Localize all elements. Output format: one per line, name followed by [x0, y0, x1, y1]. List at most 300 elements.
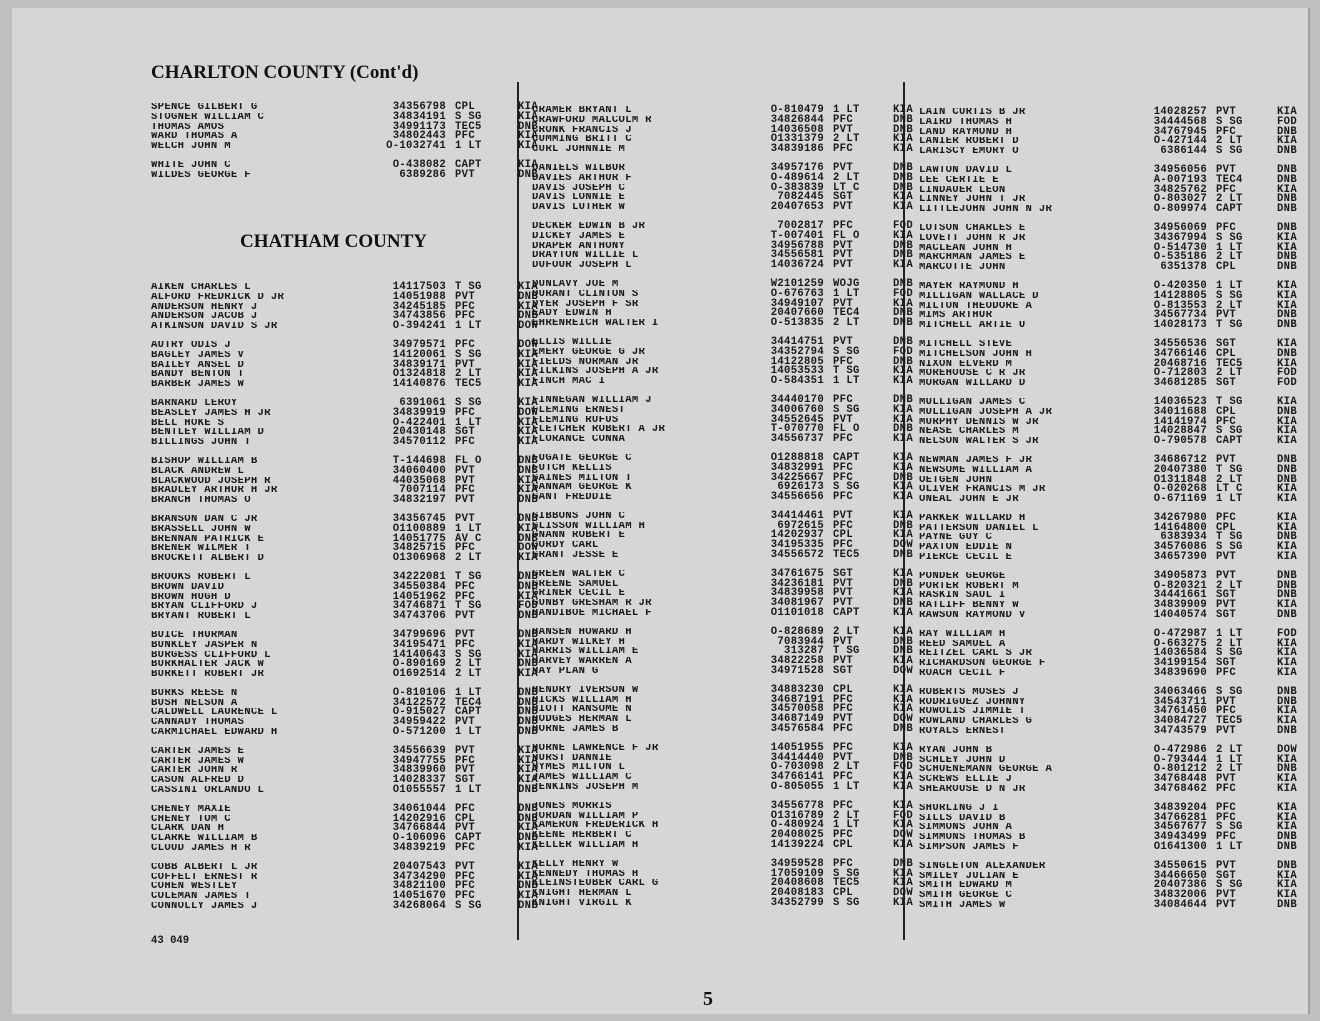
serial-number: 34550384	[392, 580, 446, 593]
status: DNB	[1277, 763, 1297, 776]
serial-number: 34556778	[770, 799, 824, 812]
status: KIA	[1277, 231, 1297, 244]
status: KIA	[518, 140, 538, 153]
serial-number: 34761675	[770, 567, 824, 580]
rank: TEC5	[833, 549, 860, 562]
serial-number: 34367994	[1153, 231, 1207, 244]
status: DOW	[518, 338, 538, 351]
roster-row	[532, 287, 913, 300]
roster-row	[151, 283, 538, 293]
rank: S SG	[1216, 115, 1243, 128]
roster-row	[532, 693, 913, 706]
soldier-name: FINNEGAN WILLIAM J	[532, 395, 652, 406]
rank: 2 LT	[455, 668, 482, 681]
soldier-name: ELLIS WILLIE	[532, 337, 612, 348]
roster-row	[532, 519, 913, 532]
status: KIA	[893, 896, 913, 909]
soldier-name: DAVIS LUTHER W	[532, 203, 626, 213]
status: DNB	[1277, 609, 1297, 622]
roster-group	[532, 857, 913, 909]
status: KIA	[518, 890, 538, 903]
serial-number: 34802443	[392, 130, 446, 143]
rank: TEC5	[1216, 357, 1243, 370]
status: KIA	[1277, 395, 1297, 408]
rank: TEC4	[1216, 173, 1243, 186]
roster-row	[532, 625, 913, 638]
soldier-name: SPENCE GILBERT G	[151, 103, 258, 113]
soldier-name: GORDY CARL	[532, 541, 599, 552]
serial-number: O-810479	[770, 104, 824, 116]
soldier-name: CASON ALFRED D	[151, 776, 245, 787]
status: KIA	[518, 754, 538, 767]
rank: 1 LT	[833, 781, 860, 794]
serial-number: 20407386	[1153, 879, 1207, 892]
rank: S SG	[1216, 145, 1243, 158]
soldier-name: MITCHELL STEVE	[919, 339, 1013, 350]
roster-row	[532, 841, 913, 851]
roster-group	[919, 511, 1297, 564]
serial-number: 14036584	[1153, 647, 1207, 660]
rank: PFC	[833, 219, 853, 232]
serial-number: 34839958	[770, 587, 824, 600]
roster-group	[151, 396, 538, 449]
roster-group	[151, 103, 538, 152]
roster-row	[532, 483, 913, 493]
serial-number: 34556572	[770, 549, 824, 562]
roster-row	[151, 454, 538, 467]
serial-number: 34799696	[392, 628, 446, 641]
rank: T SG	[1216, 319, 1243, 332]
status: KIA	[1277, 279, 1297, 292]
status: DNB	[518, 494, 538, 507]
status: KIA	[893, 375, 913, 388]
rank: CPL	[1216, 347, 1236, 360]
soldier-name: GLISSON WILLIAM H	[532, 521, 646, 532]
status: KIA	[893, 741, 913, 754]
soldier-name: ROACH CECIL F	[919, 669, 1006, 679]
serial-number: 34195471	[392, 638, 446, 651]
status: DNB	[518, 464, 538, 477]
roster-row	[919, 369, 1297, 379]
serial-number: 34567734	[1153, 309, 1207, 322]
soldier-name: SMITH JAMES W	[919, 900, 1006, 911]
roster-group	[151, 860, 538, 913]
serial-number: 6351378	[1160, 261, 1207, 274]
serial-number: 34556656	[770, 491, 824, 504]
serial-number: 34122572	[392, 696, 446, 709]
soldier-name: NIXON ELVERD M	[919, 359, 1013, 370]
roster-row	[532, 135, 913, 145]
soldier-name: BUSH NELSON A	[151, 698, 238, 709]
rank: PVT	[833, 161, 853, 174]
roster-row	[532, 705, 913, 715]
rank: PFC	[455, 638, 475, 651]
roster-row	[151, 474, 538, 487]
rank: S SG	[833, 345, 860, 358]
rank: 1 LT	[833, 819, 860, 832]
status: KIA	[893, 259, 913, 272]
serial-number: 7083944	[777, 635, 824, 648]
status: DNB	[518, 310, 538, 323]
serial-number: 7082445	[777, 191, 824, 204]
rank: PVT	[1216, 309, 1236, 322]
serial-number: 34414461	[770, 509, 824, 522]
serial-number: 34686712	[1153, 453, 1207, 466]
status: KIA	[518, 300, 538, 313]
status: KIA	[893, 365, 913, 378]
rank: PFC	[833, 355, 853, 368]
status: KIA	[893, 461, 913, 474]
rank: TEC4	[833, 307, 860, 320]
serial-number: O-810106	[392, 686, 446, 699]
roster-row	[919, 437, 1297, 447]
rank: SGT	[1216, 869, 1236, 882]
roster-row	[919, 881, 1297, 891]
status: KIA	[518, 870, 538, 883]
soldier-name: DECKER EDWIN B JR	[532, 221, 646, 232]
serial-number: T-007401	[770, 229, 824, 242]
roster-row	[532, 461, 913, 474]
serial-number: 34834191	[392, 110, 446, 123]
soldier-name: MITCHELL ARTIE U	[919, 321, 1026, 331]
roster-row	[151, 612, 538, 622]
serial-number: 14051962	[392, 590, 446, 603]
soldier-name: BRYAN CLIFFORD J	[151, 602, 258, 613]
rank: SGT	[455, 426, 475, 439]
roster-row	[151, 834, 538, 844]
rank: T SG	[455, 281, 482, 293]
roster-row	[151, 486, 538, 496]
serial-number: 44035068	[392, 474, 446, 487]
status: KIA	[518, 842, 538, 855]
status: KIA	[518, 368, 538, 381]
roster-row	[919, 511, 1297, 524]
roster-row	[919, 395, 1297, 408]
status: DNB	[518, 454, 538, 467]
serial-number: T-144698	[392, 454, 446, 467]
serial-number: O-420350	[1153, 279, 1207, 292]
soldier-name: PONDER GEORGE	[919, 571, 1006, 582]
serial-number: 34956069	[1153, 221, 1207, 234]
serial-number: 34956788	[770, 239, 824, 252]
roster-row	[532, 741, 913, 754]
serial-number: 14202937	[770, 529, 824, 542]
status: DNB	[518, 880, 538, 893]
soldier-name: BEASLEY JAMES H JR	[151, 408, 271, 419]
status: KIA	[1277, 879, 1297, 892]
serial-number: T-070770	[770, 423, 824, 436]
soldier-name: ALFORD FREDRICK D JR	[151, 292, 285, 303]
rank: PVT	[833, 297, 853, 310]
roster-row	[151, 812, 538, 825]
soldier-name: CARTER JAMES W	[151, 756, 245, 767]
rank: PFC	[1216, 801, 1236, 814]
soldier-name: MULLIGAN JOSEPH A JR	[919, 407, 1053, 418]
rank: PFC	[833, 143, 853, 156]
serial-number: 20408608	[770, 877, 824, 890]
soldier-name: PORTER ROBERT M	[919, 581, 1019, 592]
soldier-name: BAGLEY JAMES V	[151, 350, 245, 361]
serial-number: 14051670	[392, 890, 446, 903]
roster-row	[532, 879, 913, 889]
rank: TEC5	[1216, 715, 1243, 728]
serial-number: 34356745	[392, 512, 446, 525]
status: FOD	[893, 345, 913, 358]
serial-number: 34687149	[770, 713, 824, 726]
soldier-name: CUMMING BRITT C	[532, 135, 632, 146]
soldier-name: DUNLAVY JOE M	[532, 279, 619, 290]
roster-row	[151, 902, 538, 912]
status: DNB	[893, 577, 913, 590]
roster-row	[532, 261, 913, 271]
roster-row	[532, 509, 913, 522]
roster-row	[151, 322, 538, 332]
serial-number: 34556639	[392, 744, 446, 757]
soldier-name: PIERCE CECIL E	[919, 553, 1013, 563]
serial-number: O1055557	[392, 784, 446, 797]
status: KIA	[893, 867, 913, 880]
rank: CAPT	[833, 607, 860, 620]
status: DNB	[893, 355, 913, 368]
roster-group	[532, 567, 913, 620]
serial-number: O-472987	[1153, 627, 1207, 640]
serial-number: 20408183	[770, 887, 824, 900]
roster-group	[532, 393, 913, 446]
roster-row	[151, 628, 538, 641]
rank: PVT	[455, 494, 475, 507]
roster-row	[532, 567, 913, 580]
status: DNB	[893, 335, 913, 348]
status: DNB	[893, 393, 913, 406]
soldier-name: CARTER JOHN R	[151, 766, 238, 777]
roster-group	[532, 683, 913, 736]
rank: PFC	[833, 519, 853, 532]
serial-number: 34352794	[770, 345, 824, 358]
status: DNB	[1277, 173, 1297, 186]
rank: CPL	[1216, 521, 1236, 534]
roster-row	[919, 649, 1297, 659]
rank: S SG	[1216, 685, 1243, 698]
status: DNB	[1277, 898, 1297, 911]
roster-row	[532, 683, 913, 696]
status: DNB	[1277, 319, 1297, 332]
rank: 2 LT	[1216, 251, 1243, 264]
serial-number: 34839186	[770, 143, 824, 156]
roster-row	[919, 147, 1297, 157]
rank: PVT	[455, 464, 475, 477]
rank: WOJG	[833, 277, 860, 290]
roster-row	[151, 158, 538, 171]
soldier-name: BURKETT ROBERT JR	[151, 670, 265, 680]
roster-row	[151, 744, 538, 757]
status: KIA	[893, 587, 913, 600]
soldier-name: BROWN HUGH D	[151, 592, 231, 603]
soldier-name: PAYNE GUY C	[919, 533, 993, 544]
rank: CPL	[833, 887, 853, 900]
roster-group	[532, 161, 913, 214]
roster-row	[919, 823, 1297, 833]
status: FOD	[1277, 115, 1297, 128]
rank: T SG	[1216, 531, 1243, 544]
rank: PVT	[833, 597, 853, 610]
serial-number: 20407653	[770, 201, 824, 214]
soldier-name: DYER JOSEPH F SR	[532, 299, 639, 310]
soldier-name: GREENE SAMUEL	[532, 579, 619, 590]
rank: CPL	[455, 101, 475, 113]
serial-number: 34084644	[1153, 898, 1207, 911]
status: DOW	[893, 887, 913, 900]
soldier-name: BRANSON DAN C JR	[151, 514, 258, 525]
soldier-name: BUICE THURMAN	[151, 630, 238, 641]
rank: 1 LT	[1216, 753, 1243, 766]
roster-row	[151, 428, 538, 438]
status: DNB	[1277, 579, 1297, 592]
rank: PFC	[455, 842, 475, 855]
status: KIA	[518, 774, 538, 787]
roster-row	[532, 435, 913, 445]
serial-number: 34839960	[392, 764, 446, 777]
status: DNB	[1277, 841, 1297, 853]
serial-number: O1316789	[770, 809, 824, 822]
soldier-name: CURL JOHNNIE M	[532, 145, 626, 155]
rank: S SG	[833, 403, 860, 416]
roster-row	[151, 396, 538, 409]
serial-number: 34768462	[1153, 783, 1207, 796]
roster-row	[919, 785, 1297, 795]
rank: CPL	[833, 839, 853, 851]
serial-number: 20407660	[770, 307, 824, 320]
status: KIA	[518, 648, 538, 661]
roster-row	[532, 821, 913, 831]
status: DNB	[518, 628, 538, 641]
status: DNB	[1277, 859, 1297, 872]
serial-number: O-106096	[392, 832, 446, 845]
status: DOW	[1277, 743, 1297, 756]
soldier-name: CHENEY TOM C	[151, 814, 231, 825]
rank: PFC	[833, 723, 853, 736]
status: DNB	[1277, 145, 1297, 158]
serial-number: O-671169	[1153, 493, 1207, 506]
rank: PFC	[455, 580, 475, 593]
roster-row	[151, 860, 538, 873]
roster-group	[919, 108, 1297, 157]
status: KIA	[518, 668, 538, 681]
rank: T SG	[455, 600, 482, 613]
roster-group	[532, 106, 913, 155]
status: DNB	[893, 519, 913, 532]
serial-number: O-663275	[1153, 637, 1207, 650]
serial-number: 14202916	[392, 812, 446, 825]
roster-row	[151, 464, 538, 477]
rank: PFC	[833, 471, 853, 484]
status: KIA	[893, 625, 913, 638]
soldier-name: KNIGHT HERMAN L	[532, 889, 632, 899]
serial-number: 6386144	[1160, 145, 1207, 158]
roster-row	[532, 203, 913, 213]
serial-number: 34268064	[392, 900, 446, 913]
serial-number: O-820321	[1153, 579, 1207, 592]
roster-row	[532, 251, 913, 261]
roster-row	[919, 173, 1297, 186]
serial-number: 34236181	[770, 577, 824, 590]
roster-row	[151, 290, 538, 303]
soldier-name: CLARK DAN H	[151, 824, 225, 835]
status: KIA	[1277, 435, 1297, 448]
status: KIA	[1277, 637, 1297, 650]
rank: PVT	[455, 628, 475, 641]
soldier-name: ROWOLIS JIMMIE T	[919, 707, 1026, 718]
status: DNB	[1277, 695, 1297, 708]
rank: S SG	[455, 648, 482, 661]
roster-row	[919, 337, 1297, 350]
serial-number: 34414751	[770, 335, 824, 348]
soldier-name: FINCH MAC I	[532, 377, 606, 387]
serial-number: O-427144	[1153, 135, 1207, 148]
roster-row	[532, 403, 913, 416]
rank: CAPT	[455, 158, 482, 171]
serial-number: 34352799	[770, 896, 824, 909]
soldier-name: WELCH JOHN M	[151, 142, 231, 152]
rank: PFC	[833, 799, 853, 812]
status: KIA	[1277, 811, 1297, 824]
serial-number: 34766281	[1153, 811, 1207, 824]
roster-row	[151, 708, 538, 718]
serial-number: O-828689	[770, 625, 824, 638]
soldier-name: DURANT CLINTON S	[532, 289, 639, 300]
status: KIA	[1277, 783, 1297, 796]
status: KIA	[518, 348, 538, 361]
status: KIA	[518, 474, 538, 487]
rank: PFC	[455, 754, 475, 767]
serial-number: O-809974	[1153, 203, 1207, 216]
status: DNB	[1277, 473, 1297, 486]
status: KIA	[1277, 889, 1297, 902]
soldier-name: HARRIS WILLIAM E	[532, 647, 639, 658]
soldier-name: CRONK FRANCIS J	[532, 125, 632, 136]
roster-group	[532, 509, 913, 562]
status: KIA	[518, 764, 538, 777]
rank: 2 LT	[833, 625, 860, 638]
rank: PFC	[455, 310, 475, 323]
roster-row	[151, 416, 538, 429]
rank: 1 LT	[455, 784, 482, 797]
status: KIA	[518, 436, 538, 449]
status: KIA	[1277, 705, 1297, 718]
soldier-name: BLACK ANDREW L	[151, 466, 245, 477]
rank: T SG	[1216, 463, 1243, 476]
rank: PFC	[833, 857, 853, 870]
rank: 2 LT	[1216, 473, 1243, 486]
serial-number: 34556581	[770, 249, 824, 262]
status: DNB	[518, 580, 538, 593]
soldier-name: NEWSOME WILLIAM A	[919, 465, 1033, 476]
rank: 1 LT	[1216, 627, 1243, 640]
soldier-name: SMITH EDWARD M	[919, 881, 1013, 892]
serial-number: 6972615	[777, 519, 824, 532]
soldier-name: CHENEY MAXIE	[151, 804, 231, 815]
serial-number: 6391061	[399, 396, 446, 409]
soldier-name: HAY PLAN G	[532, 667, 599, 677]
serial-number: 14117503	[392, 281, 446, 293]
rank: SGT	[1216, 609, 1236, 622]
status: KIA	[1277, 337, 1297, 350]
serial-number: 34084727	[1153, 715, 1207, 728]
serial-number: 34839690	[1153, 667, 1207, 680]
rank: PVT	[1216, 898, 1236, 911]
roster-group	[532, 741, 913, 794]
rank: S SG	[1216, 821, 1243, 834]
soldier-name: BANDY BENTON T	[151, 370, 245, 381]
